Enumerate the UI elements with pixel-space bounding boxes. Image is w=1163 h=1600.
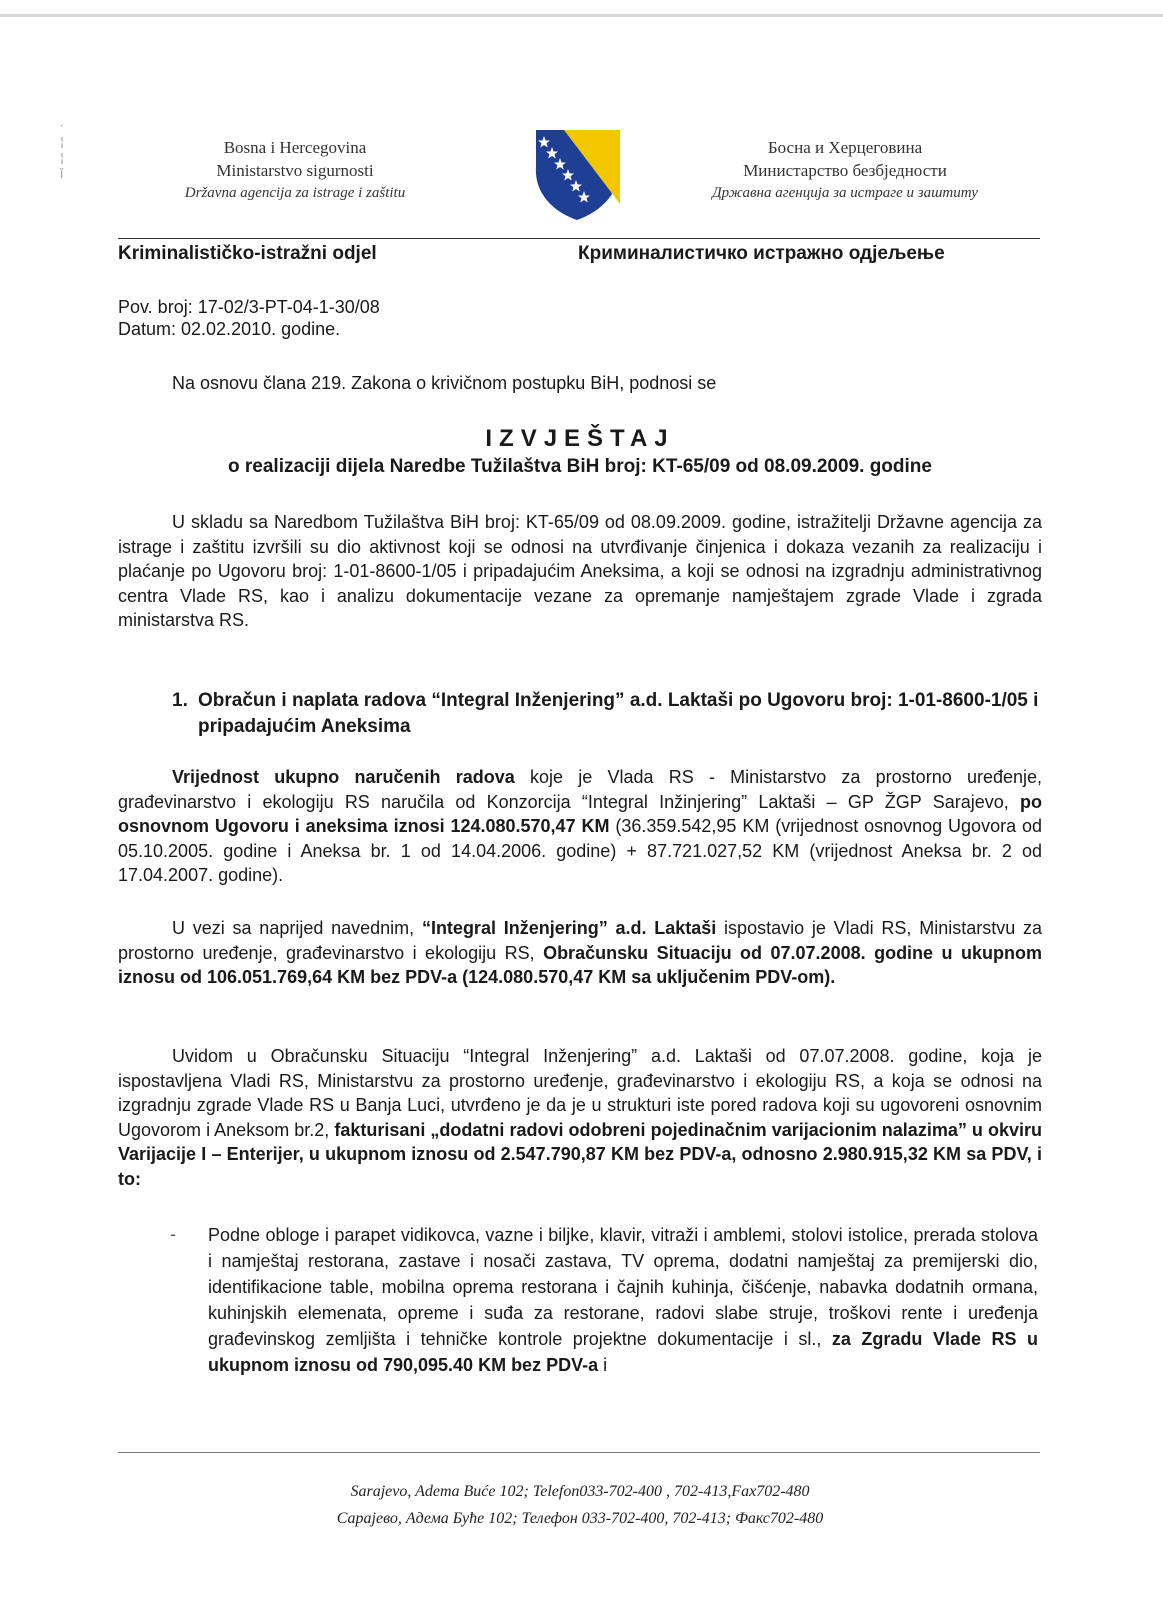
para4-bold-1: fakturisani „dodatni radovi odobreni pojedinačnim varijacionim nalazima” u okviru Varijacije I – Enterijer, u ukupnom iznosu od 2.547.790,87 KM bez PDV-a, odnosno 2.980.915,32 KM sa PDV, i to: xyxy=(118,1119,1042,1189)
header-agency-latin: Državna agencija za istrage i zaštitu xyxy=(184,185,406,201)
paragraph-invoice xyxy=(118,916,1042,990)
section-number: 1. xyxy=(172,690,188,711)
reference-number: Pov. broj: 17-02/3-PT-04-1-30/08 xyxy=(118,297,380,317)
bullet-text-1: Podne obloge i parapet vidikovca, vazne i biljke, klavir, vitraži i amblemi, stolovi istolice, prerada stolova i namještaj restorana, zastave i nosači zastava, TV oprema, dodatni namještaj za premijerski dio, identifikacione table, mobilna oprema restorana i čajnih kuhinja, čišćenje, nabavka dodatnih ormana, kuhinjskih elemenata, opreme i suđa za restorane, radovi slabe struje, troškovi rente i uređenja građevinskog zemljišta i tehničke kontrole projektne dokumentacije i sl., xyxy=(208,1225,1038,1349)
footer-divider xyxy=(118,1452,1040,1453)
header-ministry-cyrillic: Министарство безбједности xyxy=(743,161,947,180)
bullet-marker: - xyxy=(170,1224,176,1244)
paragraph-intro: U skladu sa Naredbom Tužilaštva BiH broj: KT-65/09 od 08.09.2009. godine, istražitelji Državne agencija za istrage i zaštitu izvršili su dio aktivnost koji se odnosi na utvrđivanje činjenica i dokaza vezanih za realizaciju i plaćanje po Ugovoru broj: 1-01-8600-1/05 i pripadajućim Aneksima, a koji se odnosi na izgradnju administrativnog centra Vlade RS, kao i analizu dokumentacije vezane za opremanje namještajem zgrade Vlade i zgrada ministarstva RS. xyxy=(118,512,1042,630)
header-agency-cyrillic: Државна агенција за истраге и заштиту xyxy=(712,185,978,201)
paragraph-ordered-works xyxy=(118,765,1042,888)
document-title: IZVJEŠTAJ xyxy=(485,425,675,452)
header-ministry-latin: Ministarstvo sigurnosti xyxy=(216,161,374,180)
para3-bold-2: Obračunsku Situaciju od 07.07.2008. godine u ukupnom iznosu od 106.051.769,64 KM bez PDV-a (124.080.570,47 KM sa uključenim PDV-om). xyxy=(118,942,1042,987)
scan-top-edge xyxy=(0,14,1163,17)
department-cyrillic: Криминалистичко истражно одјељење xyxy=(578,243,945,264)
section-title: Obračun i naplata radova “Integral Inženjering” a.d. Laktaši po Ugovoru broj: 1-01-8600-1/05 i pripadajućim Aneksima xyxy=(198,690,1039,737)
bullet-item xyxy=(208,1222,1038,1378)
bullet-text-2: i xyxy=(598,1355,608,1375)
bih-coat-of-arms-icon xyxy=(530,126,624,222)
para2-bold-1: Vrijednost ukupno naručenih radova xyxy=(172,767,515,787)
header-left-latin xyxy=(150,136,440,204)
para4-text-1: Uvidom u Obračunsku Situaciju “Integral Inženjering” a.d. Laktaši od 07.07.2008. godine, koja je ispostavljena Vladi RS, Ministarstvu za prostorno uređenje, građevinarstvo i ekologiju RS, a koja se odnosi na izgradnju zgrade Vlade RS u Banja Luci, utvrđeno je da je u strukturi iste pored radova koji su ugovoreni osnovnim Ugovorom i Aneksom br.2, xyxy=(118,1046,1042,1140)
bullet-bold-1: za Zgradu Vlade RS u ukupnom iznosu od 790,095.40 KM bez PDV-a xyxy=(208,1329,1038,1375)
header-right-cyrillic xyxy=(670,136,1020,204)
para3-bold-1: “Integral Inženjering” a.d. Laktaši xyxy=(421,918,717,938)
para2-text-2: (36.359.542,95 KM (vrijednost osnovnog Ugovora od 05.10.2005. godine i Aneksa br. 1 od 14.04.2006. godine) + 87.721.027,52 KM (vrijednost Aneksa br. 2 od 17.04.2007. godine). xyxy=(118,816,1042,885)
department-latin: Kriminalističko-istražni odjel xyxy=(118,243,377,264)
header-divider xyxy=(118,238,1040,239)
paragraph-inspection xyxy=(118,1044,1042,1191)
footer-address-latin: Sarajevo, Adema Buće 102; Telefon033-702-400 , 702-413,Fax702-480 xyxy=(350,1483,810,1500)
document-subtitle: o realizaciji dijela Naredbe Tužilaštva BiH broj: KT-65/09 od 08.09.2009. godine xyxy=(228,456,932,477)
para3-text-2: ispostavio je Vladi RS, Ministarstvu za prostorno uređenje, građevinarstvo i ekologiju RS, xyxy=(118,918,1042,963)
header-country-latin: Bosna i Hercegovina xyxy=(223,138,367,157)
header-country-cyrillic: Босна и Херцеговина xyxy=(767,138,923,157)
footer-address-cyrillic: Сарајево, Адема Буће 102; Телефон 033-702-400, 702-413; Факс702-480 xyxy=(336,1510,824,1527)
para2-text-1: koje je Vlada RS - Ministarstvo za prostorno uređenje, građevinarstvo i ekologiju RS naručila od Konzorcija “Integral Inžinjering” Laktaši – GP ŽGP Sarajevo, xyxy=(118,767,1042,812)
para3-text-1: U vezi sa naprijed navednim, xyxy=(172,918,422,938)
scan-margin-marks: · ¦ ¦ ǐ xyxy=(60,119,65,181)
section-1-heading xyxy=(172,688,1040,740)
intro-line: Na osnovu člana 219. Zakona o krivičnom postupku BiH, podnosi se xyxy=(172,373,717,393)
document-date: Datum: 02.02.2010. godine. xyxy=(118,319,341,339)
para2-bold-2: po osnovnom Ugovoru i aneksima iznosi 124.080.570,47 KM xyxy=(118,791,1042,836)
